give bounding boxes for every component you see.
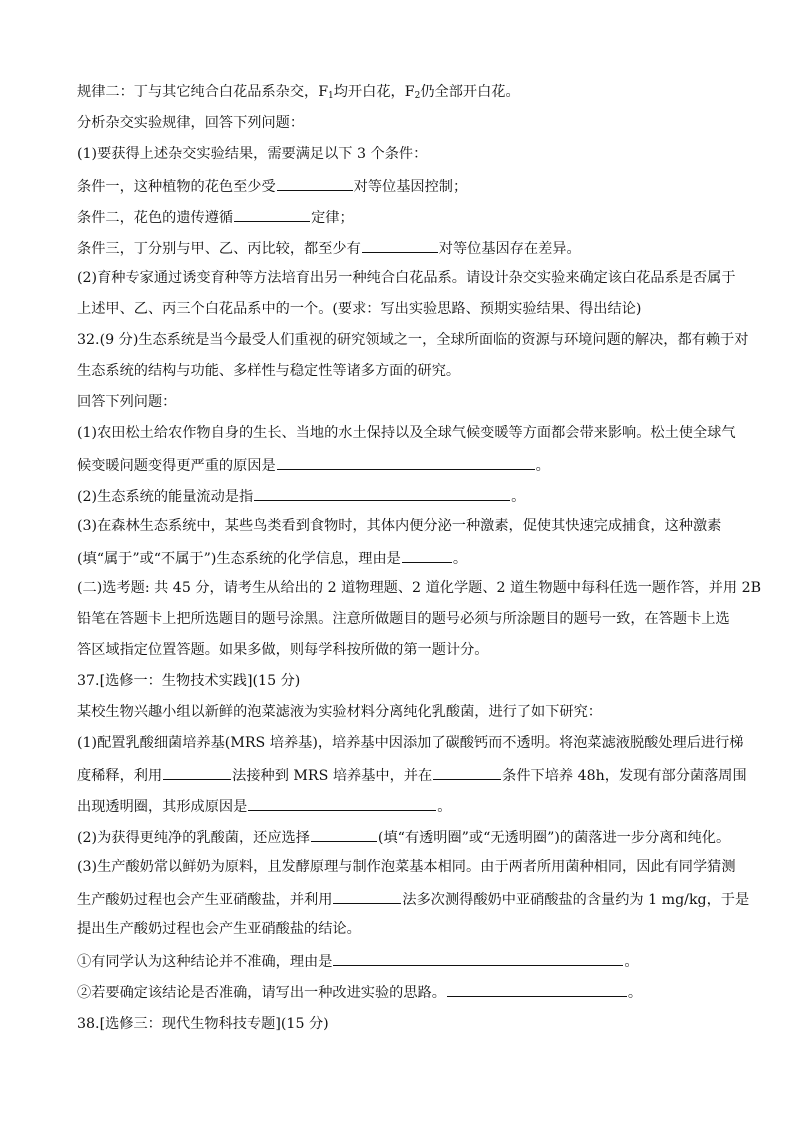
text-segment: (2)生态系统的能量流动是指 (77, 489, 254, 505)
text-line: (2)育种专家通过诱变育种等方法培育出另一种纯合白花品系。请设计杂交实验来确定该白花品系是否属于 (77, 270, 736, 286)
text-segment: 度稀释，利用 (77, 768, 163, 784)
text-segment: (填“有透明圈”或“无透明圈”)的菌落进一步分离和纯化。 (377, 830, 731, 846)
text-segment: 均开白花，F (333, 84, 415, 100)
answer-blank[interactable] (333, 888, 401, 904)
text-segment: 出现透明圈，其形成原因是 (77, 799, 248, 815)
text-line: 答区域指定位置答题。如果多做，则每学科按所做的第一题计分。 (77, 642, 489, 658)
text-line (77, 888, 754, 910)
text-segment: 仍全部开白花。 (420, 84, 520, 100)
text-segment: 条件二，花色的遗传遵循 (77, 210, 234, 226)
text-segment: ①有同学认为这种结论并不准确，理由是 (77, 954, 333, 970)
question-38-heading: 38.[选修三：现代生物科技专题](15 分) (77, 1016, 329, 1032)
subscript: 2 (414, 91, 421, 101)
answer-blank[interactable] (248, 795, 436, 811)
text-segment: 对等位基因控制； (353, 179, 468, 195)
text-line (77, 82, 754, 106)
text-segment: 对等位基因存在差异。 (438, 241, 581, 257)
text-segment: (填“属于”或“不属于”)生态系统的化学信息，理由是 (77, 551, 401, 567)
text-line (77, 175, 754, 197)
answer-blank[interactable] (277, 454, 535, 470)
text-line: (1)农田松土给农作物自身的生长、当地的水土保持以及全球气候变暖等方面都会带来影响。松土使全球气 (77, 425, 736, 441)
text-line (77, 826, 754, 848)
question-32-heading: 32.(9 分)生态系统是当今最受人们重视的研究领域之一，全球所面临的资源与环境问题的解决，都有赖于对 (77, 332, 749, 348)
answer-blank[interactable] (402, 547, 452, 563)
text-line (77, 237, 754, 259)
text-segment: 。 (437, 799, 452, 815)
text-line (77, 206, 754, 228)
answer-blank[interactable] (234, 206, 310, 222)
answer-blank[interactable] (447, 981, 627, 997)
text-segment: 。 (511, 489, 526, 505)
answer-blank[interactable] (311, 826, 377, 842)
text-segment: 法接种到 MRS 培养基中，并在 (232, 768, 433, 784)
text-segment: 定律； (311, 210, 354, 226)
answer-blank[interactable] (277, 175, 353, 191)
text-line: (3)生产酸奶常以鲜奶为原料，且发酵原理与制作泡菜基本相同。由于两者所用菌种相同，因此有同学猜测 (77, 859, 736, 875)
text-segment: 条件下培养 48h，发现有部分菌落周围 (502, 768, 747, 784)
text-segment: 条件三，丁分别与甲、乙、丙比较，都至少有 (77, 241, 361, 257)
text-line: 上述甲、乙、丙三个白花品系中的一个。(要求：写出实验思路、预期实验结果、得出结论) (77, 301, 642, 317)
text-line (77, 795, 754, 817)
answer-blank[interactable] (163, 764, 231, 780)
text-segment: (2)为获得更纯净的乳酸菌，还应选择 (77, 830, 310, 846)
text-segment: 。 (624, 954, 639, 970)
text-line: 分析杂交实验规律，回答下列问题： (77, 115, 305, 131)
text-segment: 法多次测得酸奶中亚硝酸盐的含量约为 1 mg/kg，于是 (402, 892, 750, 908)
text-segment: 条件一，这种植物的花色至少受 (77, 179, 276, 195)
answer-blank[interactable] (254, 485, 510, 501)
text-segment: ②若要确定该结论是否准确，请写出一种改进实验的思路。 (77, 985, 446, 1001)
text-segment: 规律二：丁与其它纯合白花品系杂交，F (77, 84, 329, 100)
text-line (77, 764, 754, 786)
text-segment: 候变暖问题变得更严重的原因是 (77, 458, 276, 474)
text-line (77, 454, 754, 476)
text-segment: 生产酸奶过程也会产生亚硝酸盐，并利用 (77, 892, 333, 908)
answer-blank[interactable] (333, 950, 623, 966)
text-segment: 。 (535, 458, 550, 474)
answer-blank[interactable] (433, 764, 501, 780)
text-line: (3)在森林生态系统中，某些鸟类看到食物时，其体内便分泌一种激素，促使其快速完成捕食，这种激素 (77, 518, 722, 534)
text-line (77, 950, 754, 972)
text-segment: 。 (452, 551, 468, 567)
text-line: 生态系统的结构与功能、多样性与稳定性等诸多方面的研究。 (77, 363, 461, 379)
text-line (77, 981, 754, 1003)
subscript: 1 (328, 91, 334, 101)
question-37-heading: 37.[选修一：生物技术实践](15 分) (77, 673, 301, 689)
text-line: 铅笔在答题卡上把所选题目的题号涂黑。注意所做题目的题号必须与所涂题目的题号一致，在答题卡上选 (77, 611, 730, 627)
text-line (77, 547, 754, 569)
text-line (77, 485, 754, 507)
text-line: 提出生产酸奶过程也会产生亚硝酸盐的结论。 (77, 921, 361, 937)
text-line: (1)配置乳酸细菌培养基(MRS 培养基)，培养基中因添加了碳酸钙而不透明。将泡菜滤液脱酸处理后进行梯 (77, 735, 744, 751)
text-line: (1)要获得上述杂交实验结果，需要满足以下 3 个条件： (77, 146, 428, 162)
answer-blank[interactable] (362, 237, 438, 253)
elective-section-heading: (二)选考题: 共 45 分，请考生从给出的 2 道物理题、2 道化学题、2 道生物题中每科任选一题作答，并用 2B (77, 580, 762, 596)
text-segment: 。 (627, 985, 643, 1001)
text-line: 回答下列问题： (77, 394, 177, 410)
text-line: 某校生物兴趣小组以新鲜的泡菜滤液为实验材料分离纯化乳酸菌，进行了如下研究： (77, 704, 602, 720)
